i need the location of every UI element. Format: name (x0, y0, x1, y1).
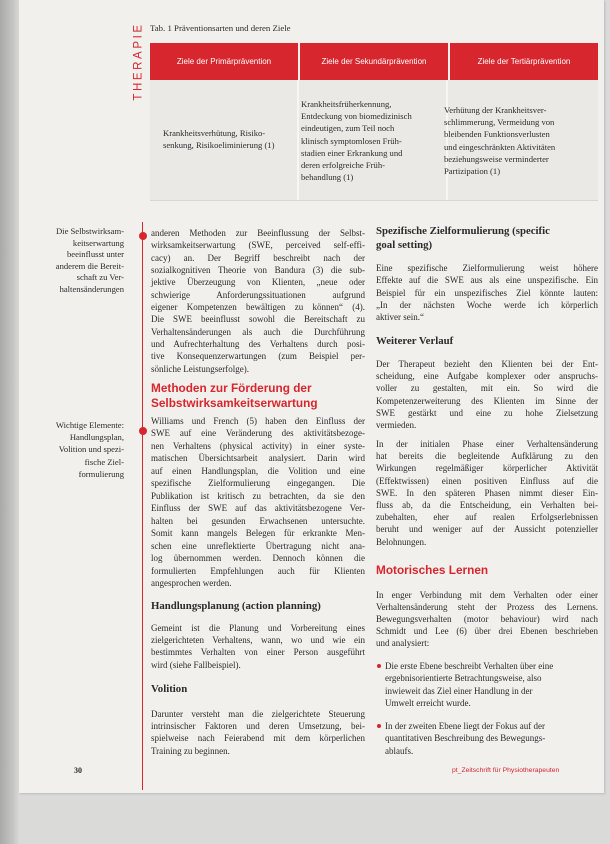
paragraph-line: angesprochen werden. (151, 578, 232, 589)
paragraph-line: Wirkungen regelmäßiger körperlicher Aktivität (376, 463, 598, 474)
margin-note-line: Volition und spezi- (58, 444, 124, 455)
paragraph-line: „In der nächsten Woche werde ich körperlich (376, 299, 598, 310)
heading-line: Selbstwirksamkeitserwartung (151, 395, 318, 410)
paragraph-line: scheidung, eine Aufgabe komplexer oder anspruchs- (376, 371, 598, 382)
paragraph-line: Effekte auf die SWE aus als eine unspezifische. Ein (376, 275, 598, 286)
bullet-line: inwieweit das Ziel einer Handlung in der (385, 685, 533, 696)
margin-note-line: anderem die Bereit- (55, 260, 124, 271)
paragraph-line: intrinsischer Faktoren und deren Umsetzung, bei- (151, 721, 365, 732)
paragraph-line: fluss ab, da die Entscheidung, ein Verhalten bei- (376, 499, 598, 510)
margin-rule (142, 222, 143, 790)
heading-volition: Volition (151, 683, 188, 695)
table-cell-line: eindeutigen, zum Teil noch (301, 123, 395, 134)
paragraph-initial-phase (376, 438, 598, 548)
paragraph-line: aktiver sein.“ (376, 312, 424, 322)
heading-motor-learning: Motorisches Lernen (376, 563, 489, 577)
margin-note-line: keitserwartung (72, 237, 124, 248)
heading-action-planning: Handlungsplanung (action planning) (151, 599, 321, 612)
paragraph-line: anderen Methoden zur Beeinflussung der Selbst- (151, 228, 365, 238)
bullet-line: Umwelt erreicht wurde. (385, 697, 471, 708)
margin-note-line: haltensänderungen (59, 283, 124, 294)
paragraph-line: Belohnungen. (376, 536, 427, 547)
paragraph-line: zielgerichteten Verhaltens, wann, wo und wie ein (151, 635, 365, 646)
margin-note-marker (139, 427, 147, 435)
margin-note-line: Wichtige Elemente: (55, 420, 124, 430)
paragraph-line: SWE auf eine Veränderung des aktivitätsbezoge- (151, 428, 365, 439)
margin-note-line: formulierung (78, 468, 124, 479)
paragraph-line: sönliche Leistungserfolge). (151, 363, 249, 374)
table-header-primary: Ziele der Primärprävention (150, 43, 298, 80)
table-cell-tertiary (444, 104, 594, 177)
table-cell-line: stadien einer Erkrankung und (301, 147, 403, 158)
table-cell-line: und eingeschränkten Aktivitäten (444, 141, 556, 152)
heading-further-course: Weiterer Verlauf (376, 335, 454, 347)
table-caption: Tab. 1 Präventionsarten und deren Ziele (150, 23, 291, 33)
paragraph-line: spezifische Zielformulierung eingegangen. Die (151, 478, 365, 489)
paragraph-line: spielweise nach Feierabend mit dem körperlichen (151, 733, 365, 744)
table-cell-line: Krankheitsverhütung, Risiko- (163, 128, 266, 138)
paragraph-line: eigener Kompetenzen bewältigen zu können“ (4). (151, 302, 365, 313)
bullet-item (385, 720, 597, 757)
heading-line: Methoden zur Förderung der (151, 380, 312, 395)
paragraph-line: Schmidt und Lee (6) über drei Ebenen beschrieben (376, 626, 598, 637)
paragraph-line: sozialkognitiven Theorie von Bandura (3) die sub- (151, 265, 365, 276)
table-cell-line: Entdeckung von biomedizinisch (301, 111, 412, 122)
paragraph-line: Williams und French (5) haben den Einfluss der (151, 415, 365, 426)
paragraph-line: hat bereits die begleitende Aufklärung zu den (376, 451, 598, 462)
table-header (150, 43, 598, 80)
paragraph-intro (151, 227, 365, 375)
paragraph-line: zubehalten, eher auf realen Erfolgserlebnissen (376, 512, 598, 523)
bullet-line: ablaufs. (385, 745, 414, 756)
table-cell-line: schlimmerung, Vermeidung von (444, 117, 555, 128)
paragraph-line: Die SWE beeinflusst sowohl die Bereitschaft zu (151, 314, 365, 325)
paragraph-line: Kompetenzerweiterung des Klienten im Sinne der (376, 395, 598, 406)
paragraph-line: nen Verhaltens (physical activity) in einer syste- (151, 440, 365, 451)
scan-edge (0, 0, 19, 844)
table-cell-line: deren erfolgreiche Früh- (301, 159, 385, 170)
bullet-icon (377, 664, 381, 668)
margin-note-line: Die Selbstwirksam- (55, 226, 124, 236)
paragraph-line: matischen Übersichtsarbeit analysiert. Darin wird (151, 453, 365, 464)
paragraph-line: log übernommen werden. Dennoch können die (151, 553, 365, 564)
margin-note-line: fische Ziel- (84, 456, 124, 467)
table-cell-line: behandlung (1) (301, 172, 354, 183)
paragraph-further-course (376, 358, 598, 431)
paragraph-line: auf einen Handlungsplan, die Volition und eine (151, 465, 365, 476)
table-column-divider (297, 80, 299, 200)
bullet-line: In der zweiten Ebene liegt der Fokus auf der (385, 721, 545, 731)
table-cell-line: klinisch symptomlosen Früh- (301, 135, 402, 146)
margin-note-marker (139, 232, 147, 240)
table-body (150, 80, 598, 201)
paragraph-line: beruht und weniger auf der Aussicht potenzieller (376, 524, 598, 535)
paragraph-line: wird (siehe Fallbeispiel). (151, 659, 241, 670)
paragraph-line: formulierten Empfehlungen auch für Klienten (151, 565, 365, 576)
paragraph-line: (Effektwissen) einen positiven Einfluss auf die (376, 475, 598, 486)
paragraph-line: Beispiel für ein unspezifisches Ziel könnte lauten: (376, 287, 598, 298)
journal-name: pt_Zeitschrift für Physiotherapeuten (452, 767, 560, 774)
paragraph-methods (151, 415, 365, 590)
paragraph-line: Bewegungsverhalten (motor behaviour) wird nach (376, 614, 598, 625)
bullet-line: quantitativen Beschreibung des Bewegungs- (385, 733, 546, 744)
page-number: 30 (74, 766, 82, 775)
paragraph-line: In der initialen Phase einer Verhaltensänderung (376, 439, 598, 449)
paragraph-motor-learning (376, 589, 598, 649)
table-cell-line: Verhütung der Krankheitsver- (444, 105, 547, 115)
paragraph-action-planning (151, 622, 365, 671)
paragraph-line: jektive Überzeugung von Klienten, „neue oder (151, 277, 365, 288)
paragraph-line: voller zu gestalten, mit ein. So wird die (376, 383, 598, 394)
paragraph-line: bestimmtes Verhalten von einer Person ausgeführt (151, 647, 365, 658)
paragraph-line: Publikation ist kritisch zu betrachten, da sie den (151, 490, 365, 501)
paragraph-goal-setting (376, 262, 598, 323)
margin-note-elements (20, 419, 124, 480)
table-cell-line: Krankheitsfrüherkennung, (301, 99, 392, 109)
paragraph-line: tive Konsequenzerwartungen (zum Beispiel per- (151, 351, 365, 362)
margin-note-line: Handlungsplan, (69, 432, 124, 443)
table-cell-line: beziehungsweise verminderter (444, 153, 549, 164)
table-cell-line: senkung, Risikoeliminierung (1) (163, 140, 275, 151)
paragraph-line: Verhaltensänderung steht der Prozess des Lernens. (376, 602, 598, 613)
bullet-line: ergebnisorientierte Betrachtungsweise, also (385, 673, 542, 684)
heading-line: Spezifische Zielformulierung (specific (376, 225, 550, 237)
paragraph-line: Darunter versteht man die zielgerichtete Steuerung (151, 709, 365, 719)
table-header-tertiary: Ziele der Tertiärprävention (450, 43, 598, 80)
heading-line: goal setting) (376, 239, 433, 251)
paragraph-line: SWE. In den späteren Phasen nimmt dieser Ein- (376, 487, 598, 498)
paragraph-line: schwierige Anforderungssituationen aufgrund (151, 289, 365, 300)
heading-goal-setting (376, 224, 598, 252)
bullet-item (385, 660, 597, 709)
paragraph-line: wirksamkeitserwartung (SWE, perceived self-effi- (151, 240, 365, 251)
section-label: THERAPIE (132, 22, 145, 101)
bullet-icon (377, 724, 381, 728)
paragraph-line: In enger Verbindung mit dem Verhalten oder einer (376, 590, 598, 600)
paragraph-line: Einfluss der SWE auf das aktivitätsbezogene Ver- (151, 503, 365, 514)
paragraph-line: Eine spezifische Zielformulierung weist höhere (376, 263, 598, 273)
paragraph-line: Gemeint ist die Planung und Vorbereitung eines (151, 623, 365, 633)
paragraph-line: Somit kann mangels Belegen für erkrankte Men- (151, 528, 365, 539)
paragraph-line: SWE gestärkt und eine zu hohe Zielsetzung (376, 407, 598, 418)
margin-note-line: beeinflusst unter (66, 249, 124, 260)
paragraph-volition (151, 708, 365, 757)
table-cell-line: bleibenden Funktionsverlusten (444, 129, 550, 140)
margin-note-self-efficacy (20, 226, 124, 296)
heading-methods (151, 381, 365, 411)
table-cell-secondary (301, 98, 441, 183)
paragraph-line: cacy) an. Der Begriff beschreibt nach der (151, 252, 365, 263)
paragraph-line: und analysiert: (376, 638, 430, 649)
margin-note-line: schaft zu Ver- (76, 272, 124, 283)
table-cell-primary (163, 127, 293, 151)
table-cell-line: Partizipation (1) (444, 165, 501, 176)
paragraph-line: halten bei gesunden Erwachsenen untersuchte. (151, 515, 365, 526)
paragraph-line: schen eine unreflektierte Übertragung nicht ana- (151, 540, 365, 551)
table-header-secondary: Ziele der Sekundärprävention (300, 43, 448, 80)
bullet-line: Die erste Ebene beschreibt Verhalten über eine (385, 661, 554, 671)
paragraph-line: und Aufrechterhaltung des Verhaltens durch posi- (151, 339, 365, 350)
paragraph-line: vermieden. (376, 419, 417, 430)
paragraph-line: Der Therapeut bezieht den Klienten bei der Ent- (376, 359, 598, 369)
paragraph-line: Verhaltensänderungen als auch die Durchführung (151, 326, 365, 337)
paragraph-line: Training zu beginnen. (151, 745, 230, 756)
